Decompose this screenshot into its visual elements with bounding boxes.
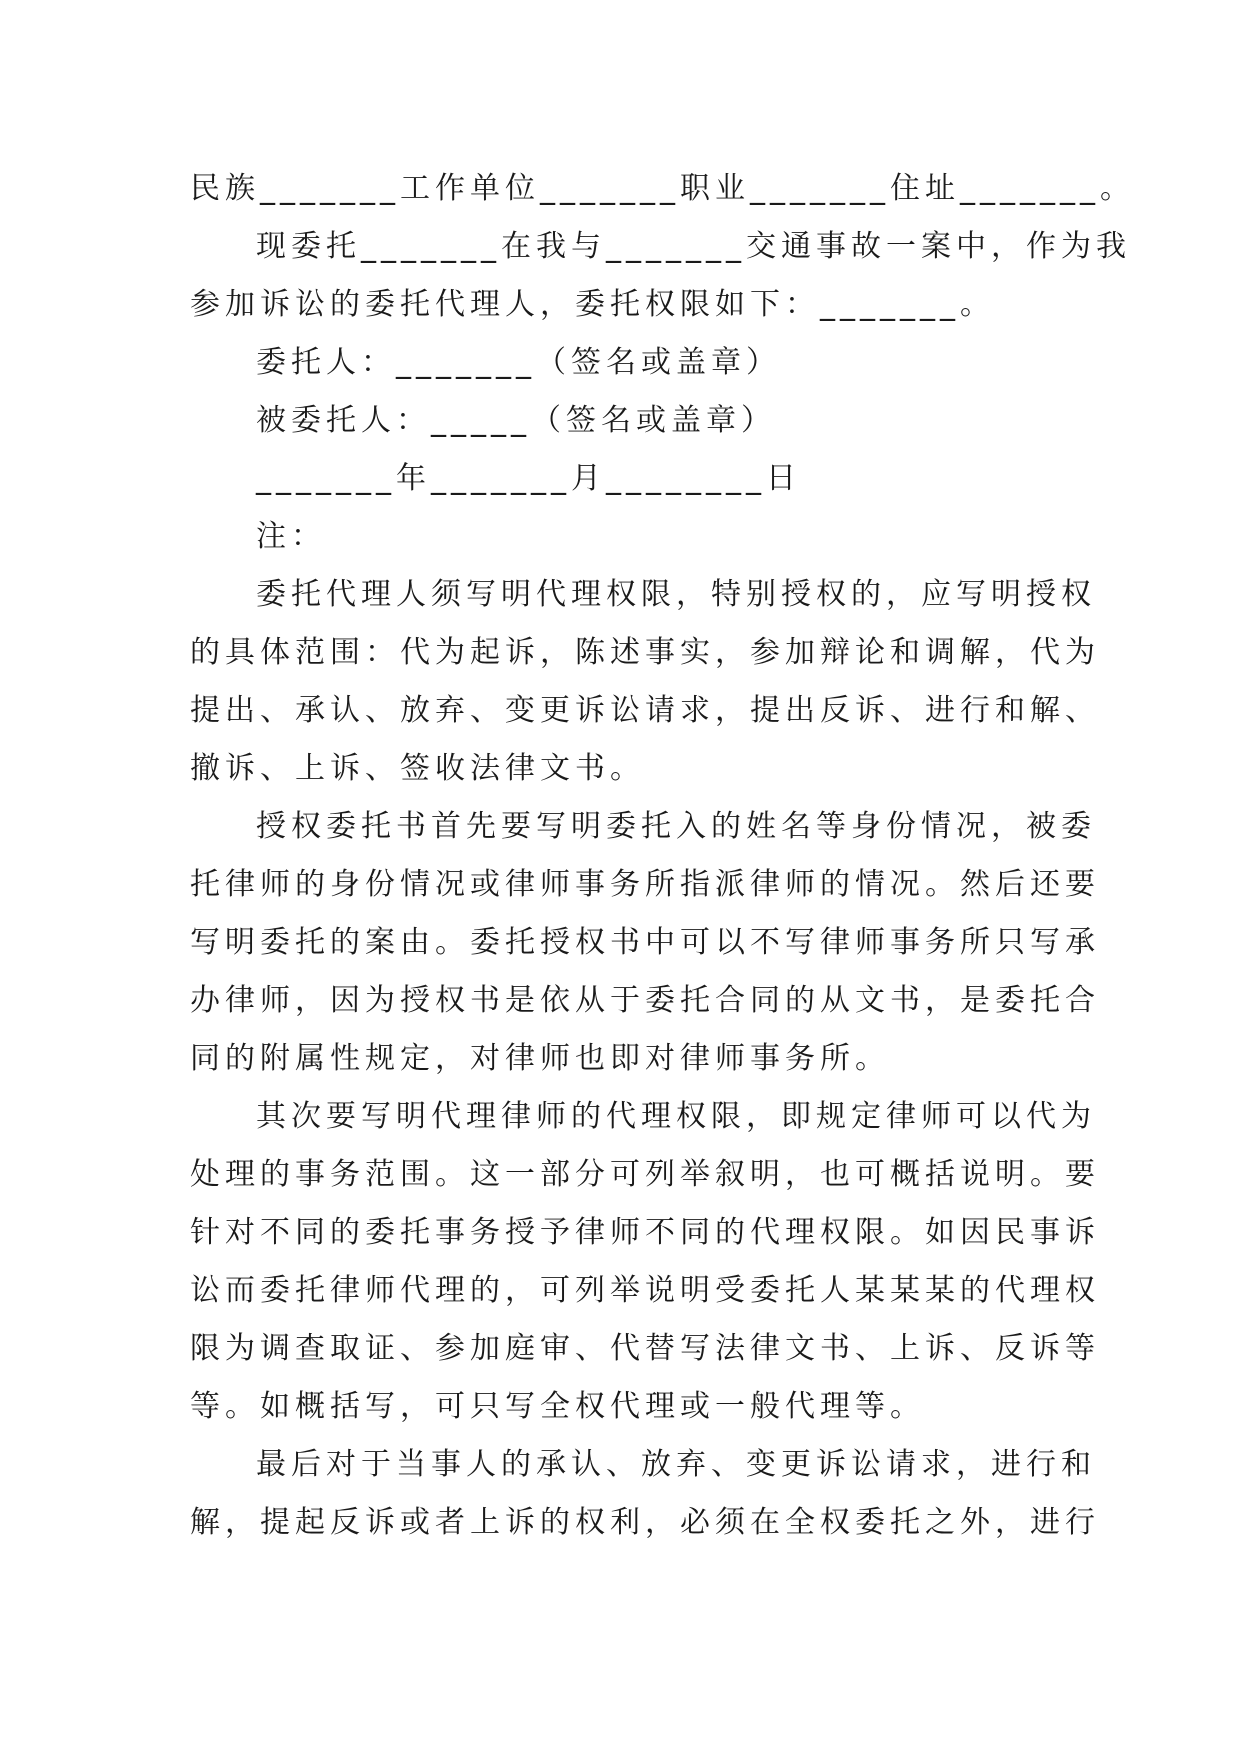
text-line-1: 民族_______工作单位_______职业_______住址_______。 xyxy=(190,171,1135,206)
text-line-15: 办律师，因为授权书是依从于委托合同的从文书，是委托合 xyxy=(190,983,1100,1018)
text-line-21: 限为调查取证、参加庭审、代替写法律文书、上诉、反诉等 xyxy=(190,1331,1100,1366)
text-line-2: 现委托_______在我与_______交通事故一案中，作为我 xyxy=(256,229,1131,264)
agent-signature-line: 被委托人：_____（签名或盖章） xyxy=(256,403,776,438)
note-heading: 注： xyxy=(256,519,326,554)
text-line-12: 授权委托书首先要写明委托入的姓名等身份情况，被委 xyxy=(256,809,1096,844)
text-line-18: 处理的事务范围。这一部分可列举叙明，也可概括说明。要 xyxy=(190,1157,1100,1192)
text-line-20: 讼而委托律师代理的，可列举说明受委托人某某某的代理权 xyxy=(190,1273,1100,1308)
text-line-13: 托律师的身份情况或律师事务所指派律师的情况。然后还要 xyxy=(190,867,1100,902)
principal-signature-line: 委托人：_______（签名或盖章） xyxy=(256,345,781,380)
date-line: _______年_______月________日 xyxy=(256,461,801,496)
text-line-23: 最后对于当事人的承认、放弃、变更诉讼请求，进行和 xyxy=(256,1447,1096,1482)
text-line-24: 解，提起反诉或者上诉的权利，必须在全权委托之外，进行 xyxy=(190,1505,1100,1540)
text-line-17: 其次要写明代理律师的代理权限，即规定律师可以代为 xyxy=(256,1099,1096,1134)
text-line-10: 提出、承认、放弃、变更诉讼请求，提出反诉、进行和解、 xyxy=(190,693,1100,728)
text-line-14: 写明委托的案由。委托授权书中可以不写律师事务所只写承 xyxy=(190,925,1100,960)
text-line-16: 同的附属性规定，对律师也即对律师事务所。 xyxy=(190,1041,890,1076)
text-line-11: 撤诉、上诉、签收法律文书。 xyxy=(190,751,645,786)
text-line-19: 针对不同的委托事务授予律师不同的代理权限。如因民事诉 xyxy=(190,1215,1100,1250)
text-line-3: 参加诉讼的委托代理人，委托权限如下：_______。 xyxy=(190,287,995,322)
text-line-8: 委托代理人须写明代理权限，特别授权的，应写明授权 xyxy=(256,577,1096,612)
document-body xyxy=(190,160,1135,1552)
text-line-9: 的具体范围：代为起诉，陈述事实，参加辩论和调解，代为 xyxy=(190,635,1100,670)
text-line-22: 等。如概括写，可只写全权代理或一般代理等。 xyxy=(190,1389,925,1424)
